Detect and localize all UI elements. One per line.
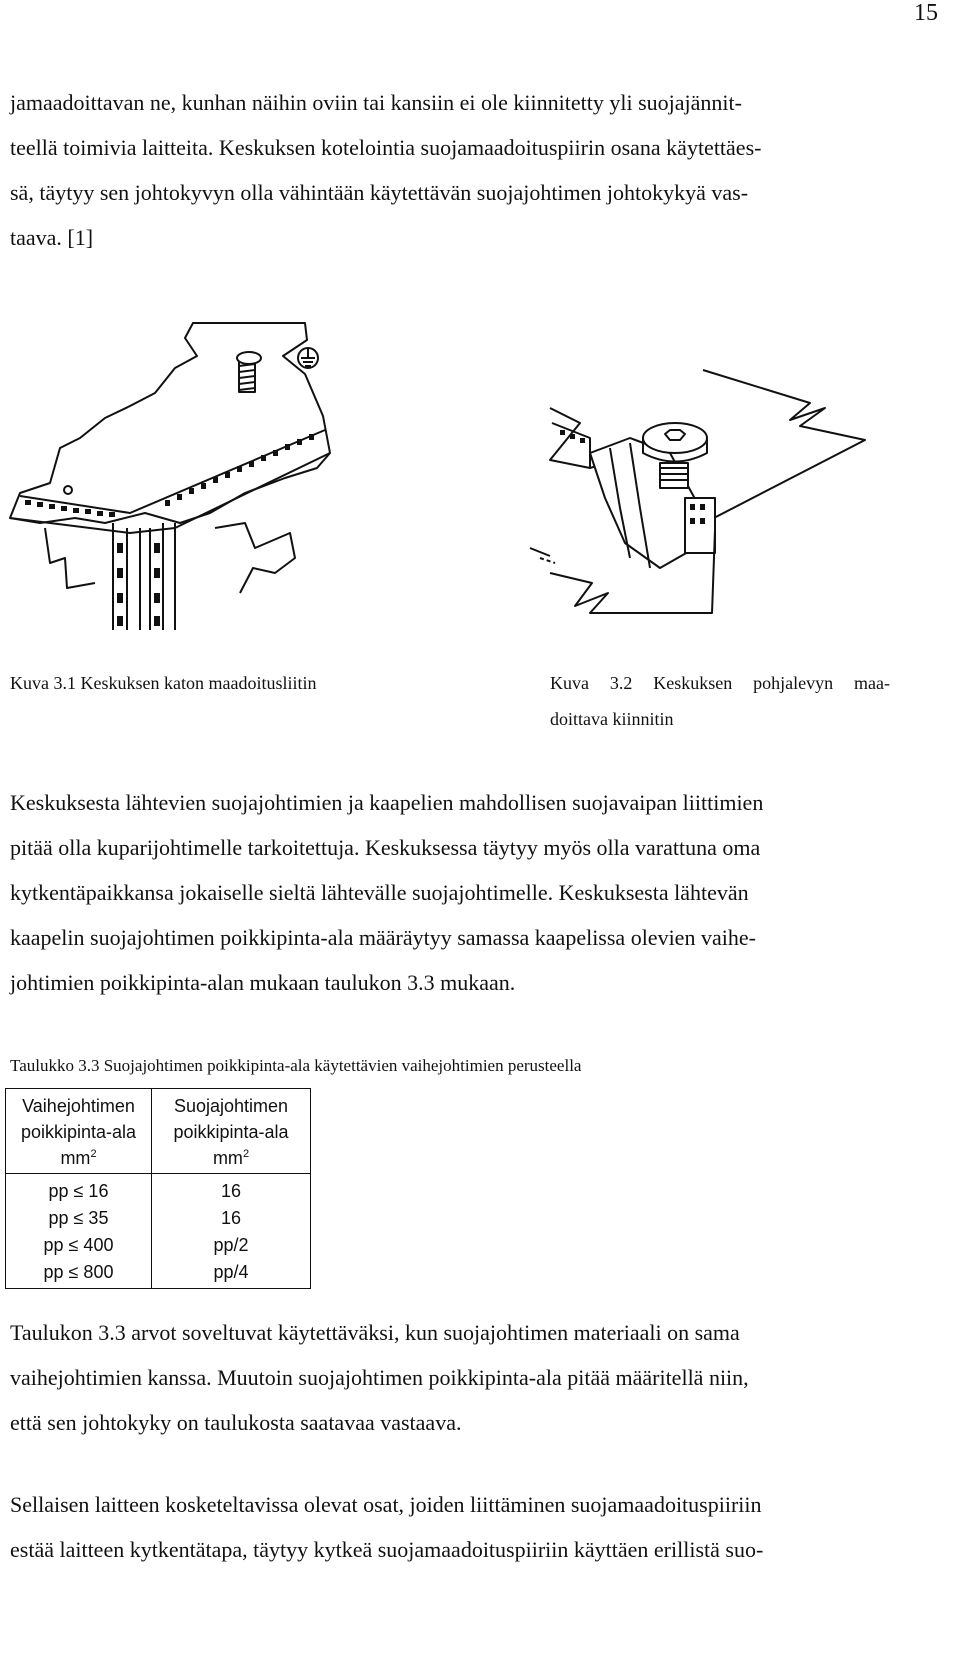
text-line: estää laitteen kytkentätapa, täytyy kytkeä suojamaadoituspiiriin käyttäen erillistä suo- <box>10 1537 764 1562</box>
table-header-row <box>6 1089 311 1120</box>
caption-line: doittava kiinnitin <box>550 709 674 729</box>
text-line: johtimien poikkipinta-alan mukaan taulukon 3.3 mukaan. <box>10 970 516 995</box>
table-header-row <box>6 1119 311 1145</box>
text-line: Taulukon 3.3 arvot soveltuvat käytettäväksi, kun suojajohtimen materiaali on sama <box>10 1320 740 1345</box>
paragraph-protective-conductor-terminals <box>10 780 950 1005</box>
text-line: vaihejohtimien kanssa. Muutoin suojajohtimen poikkipinta-ala pitää määritellä niin, <box>10 1365 749 1390</box>
text-line: jamaadoittavan ne, kunhan näihin oviin tai kansiin ei ole kiinnitetty yli suojajännit- <box>10 90 742 115</box>
conductor-cross-section-table <box>5 1088 311 1289</box>
table-row <box>6 1232 311 1259</box>
column-header-phase: Vaihejohtimen <box>6 1089 152 1120</box>
text-line: Keskuksesta lähtevien suojajohtimien ja kaapelien mahdollisen suojavaipan liittimien <box>10 790 764 815</box>
text-line: pitää olla kuparijohtimelle tarkoitettuja. Keskuksessa täytyy myös olla varattuna oma <box>10 835 761 860</box>
text-line: sä, täytyy sen johtokyvyn olla vähintään käytettävän suojajohtimen johtokykyä vas- <box>10 180 749 205</box>
figure-roof-earthing-terminal <box>5 318 335 630</box>
table-row <box>6 1205 311 1232</box>
column-header-phase-unit <box>6 1145 152 1174</box>
table-cell: 16 <box>152 1205 311 1232</box>
table-cell: 16 <box>152 1174 311 1206</box>
caption-line: Kuva 3.2 Keskuksen pohjalevyn maa- <box>550 673 890 693</box>
unit-text: mm <box>60 1148 91 1168</box>
unit-text: mm <box>212 1148 243 1168</box>
column-header-protective: Suojajohtimen <box>152 1089 311 1120</box>
text-line: että sen johtokyky on taulukosta saatavaa vastaava. <box>10 1410 462 1435</box>
figure-bottom-plate-earthing-clamp <box>520 368 885 660</box>
column-header-protective-unit <box>152 1145 311 1174</box>
table-cell: pp ≤ 800 <box>6 1259 152 1289</box>
table-cell: pp ≤ 400 <box>6 1232 152 1259</box>
figure-2-caption <box>550 665 890 737</box>
table-caption: Taulukko 3.3 Suojajohtimen poikkipinta-ala käytettävien vaihejohtimien perusteella <box>10 1056 582 1075</box>
table-cell: pp/2 <box>152 1232 311 1259</box>
table-header-row <box>6 1145 311 1174</box>
paragraph-separate-protective-conductor <box>10 1482 950 1572</box>
unit-exponent: 2 <box>90 1148 97 1160</box>
table-cell: pp ≤ 16 <box>6 1174 152 1206</box>
text-line: Sellaisen laitteen kosketeltavissa olevat osat, joiden liittäminen suojamaadoituspiiriin <box>10 1492 762 1517</box>
page-number: 15 <box>914 0 938 26</box>
figure-1-caption: Kuva 3.1 Keskuksen katon maadoitusliitin <box>10 673 317 693</box>
paragraph-protective-earthing-doors <box>10 80 950 260</box>
text-line: kaapelin suojajohtimen poikkipinta-ala määräytyy samassa kaapelissa olevien vaihe- <box>10 925 756 950</box>
text-line: taava. [1] <box>10 225 94 250</box>
paragraph-table-applicability <box>10 1310 950 1445</box>
column-header-phase-sub: poikkipinta-ala <box>6 1119 152 1145</box>
text-line: kytkentäpaikkansa jokaiselle sieltä lähtevälle suojajohtimelle. Keskuksesta lähtevän <box>10 880 749 905</box>
table-row <box>6 1259 311 1289</box>
text-line: teellä toimivia laitteita. Keskuksen kotelointia suojamaadoituspiirin osana käytettäes- <box>10 135 762 160</box>
table-cell: pp/4 <box>152 1259 311 1289</box>
table-row <box>6 1174 311 1206</box>
unit-exponent: 2 <box>242 1148 250 1160</box>
table-cell: pp ≤ 35 <box>6 1205 152 1232</box>
column-header-protective-sub: poikkipinta-ala <box>152 1119 311 1145</box>
